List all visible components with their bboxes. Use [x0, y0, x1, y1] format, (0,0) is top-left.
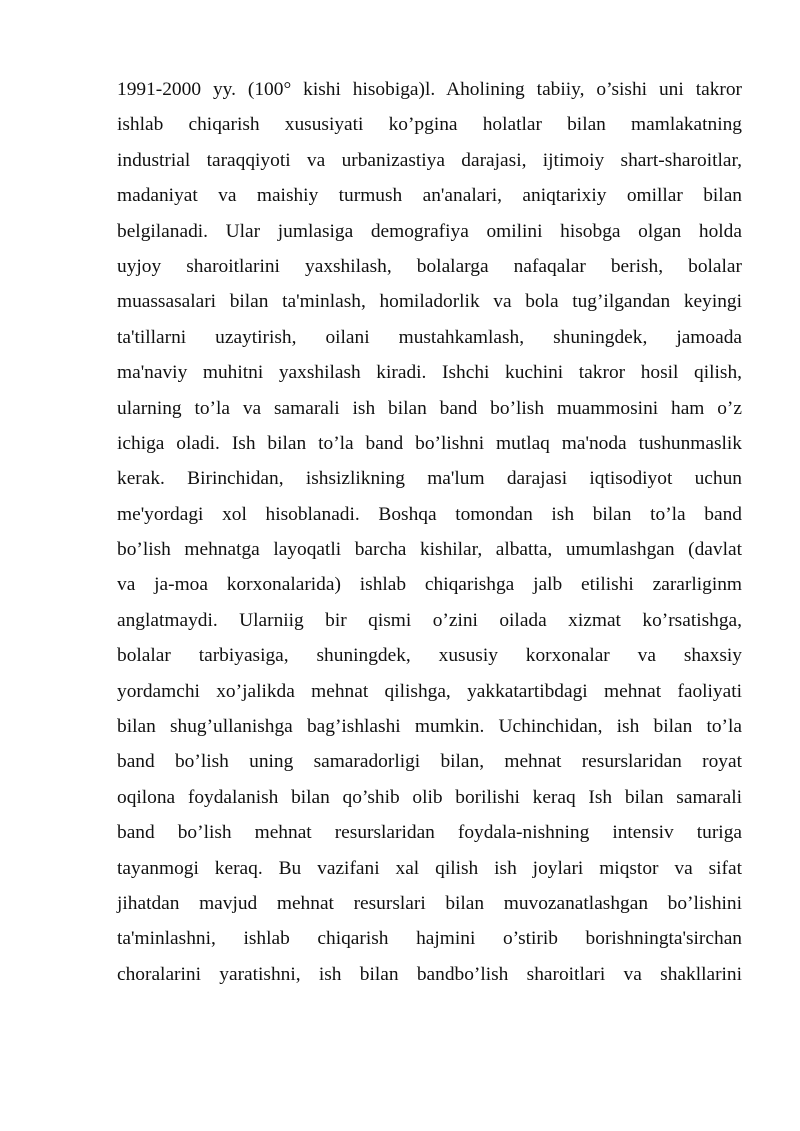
text-line: uyjoy sharoitlarini yaxshilash, bolalarga nafaqalar berish, bolalar [117, 255, 742, 277]
text-line: ma'naviy muhitni yaxshilash kiradi. Ishchi kuchini takror hosil qilish, [117, 362, 742, 384]
text-line: muassasalari bilan ta'minlash, homiladorlik va bola tug’ilgandan keyingi [117, 291, 742, 313]
text-line: choralarini yaratishni, ish bilan bandbo’lish sharoitlari va shakllarini [117, 963, 742, 985]
text-line: 1991-2000 yy. (100° kishi hisobiga)l. Aholining tabiiy, o’sishi uni takror [117, 79, 742, 100]
text-line: kerak. Birinchidan, ishsizlikning ma'lum darajasi iqtisodiyot uchun [117, 468, 742, 490]
text-line: ta'tillarni uzaytirish, oilani mustahkamlash, shuningdek, jamoada [117, 326, 742, 348]
text-line: me'yordagi xol hisoblanadi. Boshqa tomondan ish bilan to’la band [117, 503, 742, 525]
text-line: industrial taraqqiyoti va urbanizastiya darajasi, ijtimoiy shart-sharoitlar, [117, 149, 742, 171]
text-line: anglatmaydi. Ularniig bir qismi o’zini oilada xizmat ko’rsatishga, [117, 609, 742, 631]
text-line: ta'minlashni, ishlab chiqarish hajmini o’stirib borishningta'sirchan [117, 928, 742, 950]
text-line: ularning to’la va samarali ish bilan band bo’lish muammosini ham o’z [117, 397, 742, 419]
text-line: bolalar tarbiyasiga, shuningdek, xususiy korxonalar va shaxsiy [117, 645, 742, 667]
body-text [117, 72, 742, 992]
text-line: oqilona foydalanish bilan qo’shib olib borilishi keraq Ish bilan samarali [117, 786, 742, 808]
text-line: ichiga oladi. Ish bilan to’la band bo’lishni mutlaq ma'noda tushunmaslik [117, 432, 742, 454]
text-line: ishlab chiqarish xususiyati ko’pgina holatlar bilan mamlakatning [117, 114, 742, 136]
text-line: jihatdan mavjud mehnat resurslari bilan muvozanatlashgan bo’lishini [117, 892, 742, 914]
text-line: band bo’lish mehnat resurslaridan foydala-nishning intensiv turiga [117, 822, 742, 844]
text-line: va ja-moa korxonalarida) ishlab chiqarishga jalb etilishi zararliginm [117, 574, 742, 596]
text-line: madaniyat va maishiy turmush an'analari, aniqtarixiy omillar bilan [117, 185, 742, 207]
text-line: tayanmogi keraq. Bu vazifani xal qilish ish joylari miqstor va sifat [117, 857, 742, 879]
text-line: bilan shug’ullanishga bag’ishlashi mumkin. Uchinchidan, ish bilan to’la [117, 716, 742, 738]
text-line: belgilanadi. Ular jumlasiga demografiya omilini hisobga olgan holda [117, 220, 742, 242]
text-line: bo’lish mehnatga layoqatli barcha kishilar, albatta, umumlashgan (davlat [117, 539, 742, 561]
text-line: band bo’lish uning samaradorligi bilan, mehnat resurslaridan royat [117, 751, 742, 773]
text-line: yordamchi xo’jalikda mehnat qilishga, yakkatartibdagi mehnat faoliyati [117, 680, 742, 702]
